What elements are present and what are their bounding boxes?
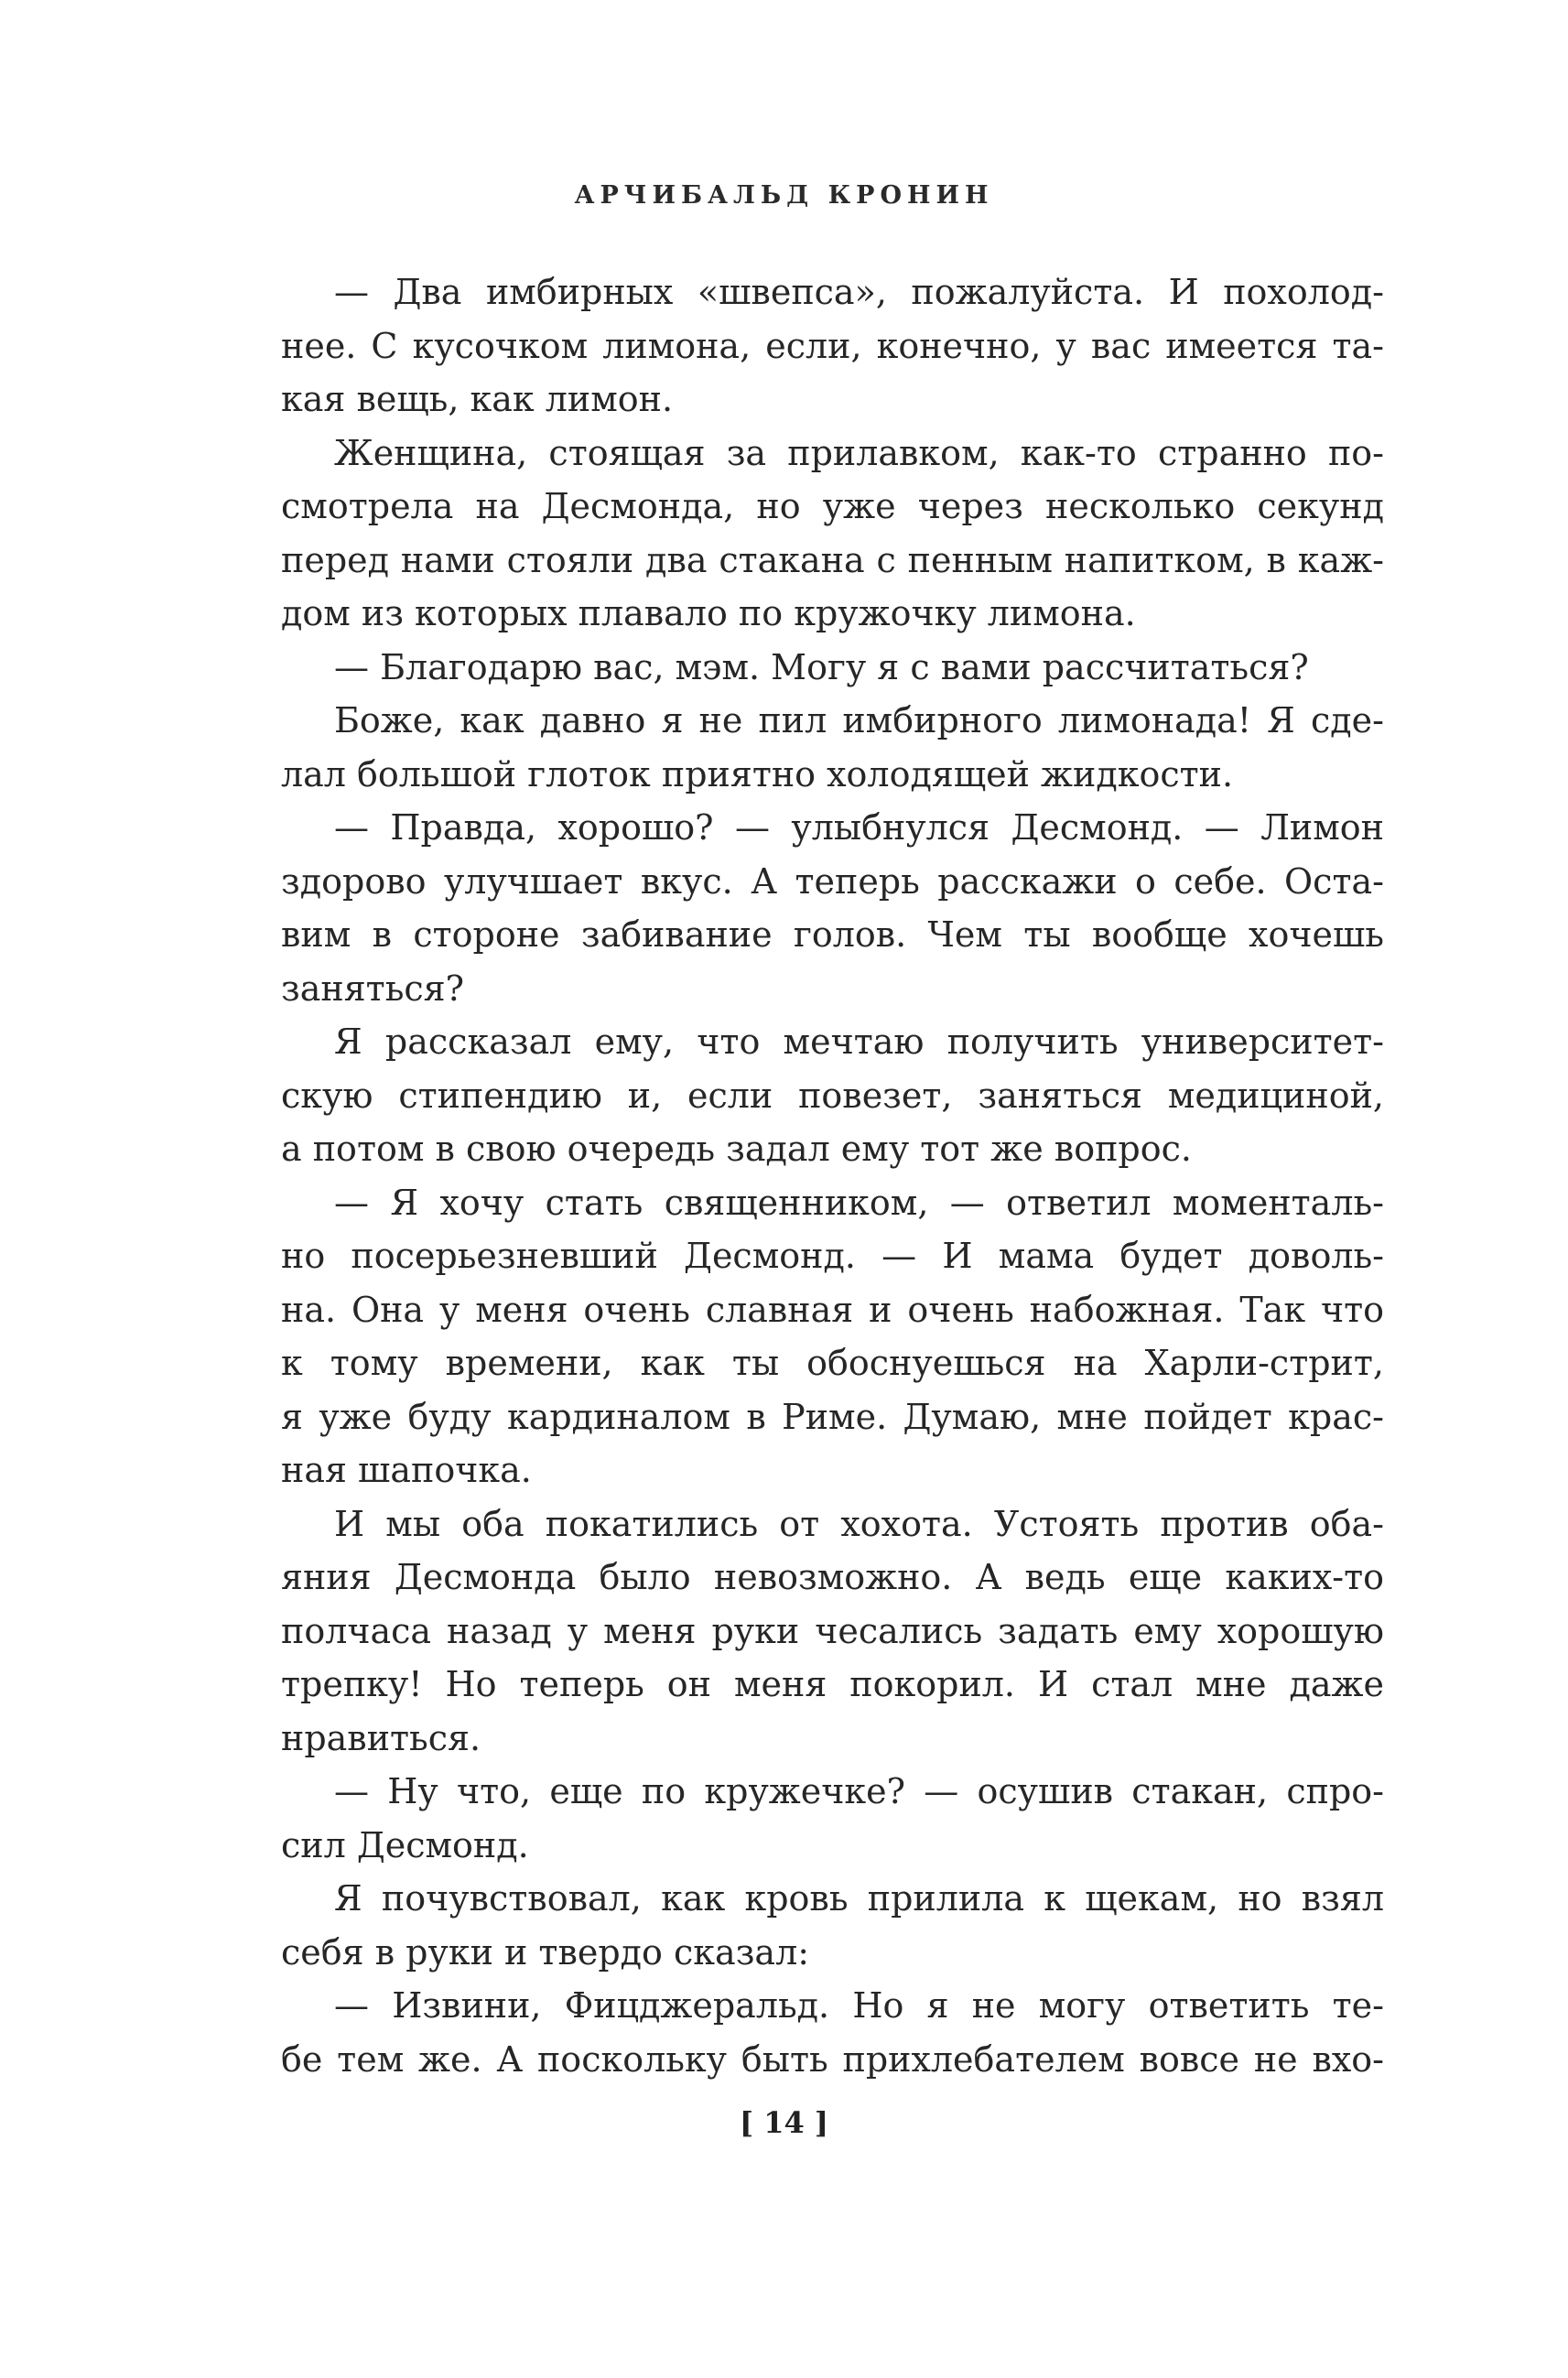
- text-line: на. Она у меня очень славная и очень набожная. Так что: [281, 1289, 1384, 1330]
- text-line: но посерьезневший Десмонд. — И мама будет доволь-: [281, 1236, 1384, 1276]
- text-line: трепку! Но теперь он меня покорил. И стал мне даже: [281, 1664, 1384, 1704]
- text-line: заняться?: [281, 967, 465, 1009]
- text-line: бе тем же. А поскольку быть прихлебателем вовсе не вхо-: [281, 2038, 1384, 2080]
- text-line: — Два имбирных «швепса», пожалуйста. И похолод-: [334, 272, 1384, 312]
- text-line: я уже буду кардиналом в Риме. Думаю, мне пойдет крас-: [281, 1396, 1384, 1437]
- text-line: здорово улучшает вкус. А теперь расскажи о себе. Оста-: [281, 860, 1384, 902]
- text-line: полчаса назад у меня руки чесались задать ему хорошую: [281, 1610, 1384, 1651]
- text-line: Женщина, стоящая за прилавком, как-то странно по-: [334, 432, 1384, 473]
- text-line: ная шапочка.: [281, 1450, 532, 1490]
- text-line: И мы оба покатились от хохота. Устоять против оба-: [334, 1503, 1384, 1544]
- text-line: — Благодарю вас, мэм. Могу я с вами рассчитаться?: [334, 646, 1309, 687]
- text-line: себя в руки и твердо сказал:: [281, 1931, 810, 1973]
- page-number: [ 14 ]: [739, 2105, 829, 2140]
- running-head-author: АРЧИБАЛЬД КРОНИН: [574, 181, 994, 210]
- text-line: — Ну что, еще по кружечке? — осушив стакан, спро-: [334, 1771, 1384, 1811]
- text-line: сил Десмонд.: [281, 1824, 529, 1865]
- text-line: кая вещь, как лимон.: [281, 379, 674, 419]
- text-line: к тому времени, как ты обоснуешься на Харли-стрит,: [281, 1343, 1384, 1383]
- text-line: перед нами стояли два стакана с пенным напитком, в каж-: [281, 539, 1384, 580]
- text-line: а потом в свою очередь задал ему тот же вопрос.: [281, 1129, 1192, 1169]
- body-text: [281, 265, 1384, 2086]
- text-line: — Извини, Фицджеральд. Но я не могу ответить те-: [334, 1985, 1384, 2026]
- text-line: смотрела на Десмонда, но уже через несколько секунд: [281, 486, 1384, 526]
- text-line: — Правда, хорошо? — улыбнулся Десмонд. — Лимон: [334, 807, 1384, 848]
- text-line: — Я хочу стать священником, — ответил моменталь-: [334, 1182, 1384, 1223]
- text-line: нравиться.: [281, 1717, 481, 1758]
- text-line: вим в стороне забивание голов. Чем ты вообще хочешь: [281, 914, 1384, 955]
- text-line: Я рассказал ему, что мечтаю получить университет-: [334, 1021, 1384, 1062]
- text-line: нее. С кусочком лимона, если, конечно, у вас имеется та-: [281, 325, 1384, 366]
- text-line: лал большой глоток приятно холодящей жидкости.: [281, 753, 1234, 794]
- text-line: дом из которых плавало по кружочку лимона.: [281, 593, 1136, 633]
- text-line: скую стипендию и, если повезет, заняться медициной,: [281, 1075, 1384, 1116]
- text-line: яния Десмонда было невозможно. А ведь еще каких-то: [281, 1557, 1384, 1597]
- text-line: Боже, как давно я не пил имбирного лимонада! Я сде-: [334, 700, 1384, 740]
- text-line: Я почувствовал, как кровь прилила к щекам, но взял: [334, 1878, 1384, 1919]
